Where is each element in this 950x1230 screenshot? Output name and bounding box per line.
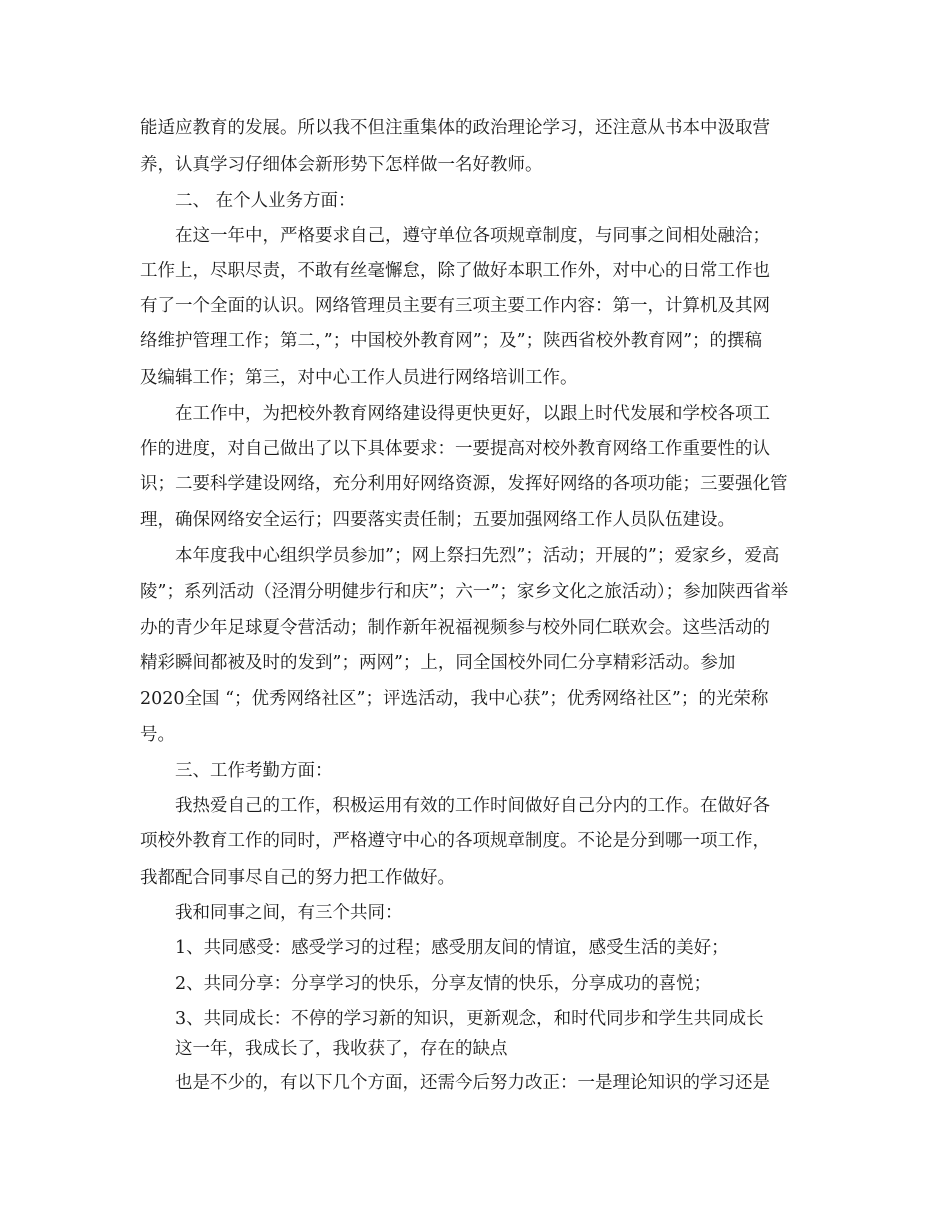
section-heading: 三、工作考勤方面：: [175, 761, 333, 781]
text-line: 陵”；系列活动（泾渭分明健步行和庆”；六一”；家乡文化之旅活动）；参加陕西省举: [140, 582, 789, 602]
text-line: 号。: [140, 725, 175, 745]
text-line: 项校外教育工作的同时，严格遵守中心的各项规章制度。不论是分到哪一项工作，: [140, 831, 770, 851]
text-line: 本年度我中心组织学员参加”；网上祭扫先烈”；活动；开展的”；爱家乡，爱高: [175, 546, 780, 566]
text-line: 2020全国 “；优秀网络社区”；评选活动，我中心获”；优秀网络社区”；的光荣称: [140, 689, 769, 709]
text-line: 理，确保网络安全运行；四要落实责任制；五要加强网络工作人员队伍建设。: [140, 510, 735, 530]
text-line: 工作上，尽职尽责，不敢有丝毫懈怠，除了做好本职工作外，对中心的日常工作也: [140, 261, 770, 281]
text-line: 精彩瞬间都被及时的发到”；两网”；上，同全国校外同仁分享精彩活动。参加: [140, 653, 736, 673]
text-line: 我都配合同事尽自己的努力把工作做好。: [140, 868, 455, 888]
text-line: 我热爱自己的工作，积极运用有效的工作时间做好自己分内的工作。在做好各: [175, 796, 770, 816]
list-item: 1、共同感受：感受学习的过程；感受朋友间的情谊，感受生活的美好；: [175, 938, 729, 958]
text-line: 络维护管理工作；第二，”；中国校外教育网”；及”；陕西省校外教育网”；的撰稿: [140, 331, 763, 351]
text-line: 养，认真学习仔细体会新形势下怎样做一名好教师。: [140, 155, 543, 175]
text-line: 我和同事之间，有三个共同：: [175, 903, 403, 923]
text-line: 及编辑工作；第三，对中心工作人员进行网络培训工作。: [140, 368, 578, 388]
list-item: 3、共同成长：不停的学习新的知识，更新观念，和时代同步和学生共同成长: [175, 1009, 764, 1029]
text-line: 在这一年中，严格要求自己，遵守单位各项规章制度，与同事之间相处融洽；: [175, 226, 770, 246]
text-line: 这一年，我成长了，我收获了，存在的缺点: [175, 1039, 508, 1059]
text-line: 识；二要科学建设网络，充分利用好网络资源，发挥好网络的各项功能；三要强化管: [140, 474, 788, 494]
section-heading: 二、 在个人业务方面：: [175, 191, 356, 211]
text-line: 办的青少年足球夏令营活动；制作新年祝福视频参与校外同仁联欢会。这些活动的: [140, 618, 770, 638]
text-line: 也是不少的，有以下几个方面，还需今后努力改正：一是理论知识的学习还是: [175, 1073, 770, 1093]
text-line: 有了一个全面的认识。网络管理员主要有三项主要工作内容：第一，计算机及其网: [140, 296, 770, 316]
text-line: 能适应教育的发展。所以我不但注重集体的政治理论学习，还注意从书本中汲取营: [140, 118, 770, 138]
text-line: 在工作中，为把校外教育网络建设得更快更好，以跟上时代发展和学校各项工: [175, 404, 770, 424]
list-item: 2、共同分享：分享学习的快乐，分享友情的快乐，分享成功的喜悦；: [175, 974, 712, 994]
text-line: 作的进度，对自己做出了以下具体要求：一要提高对校外教育网络工作重要性的认: [140, 439, 770, 459]
